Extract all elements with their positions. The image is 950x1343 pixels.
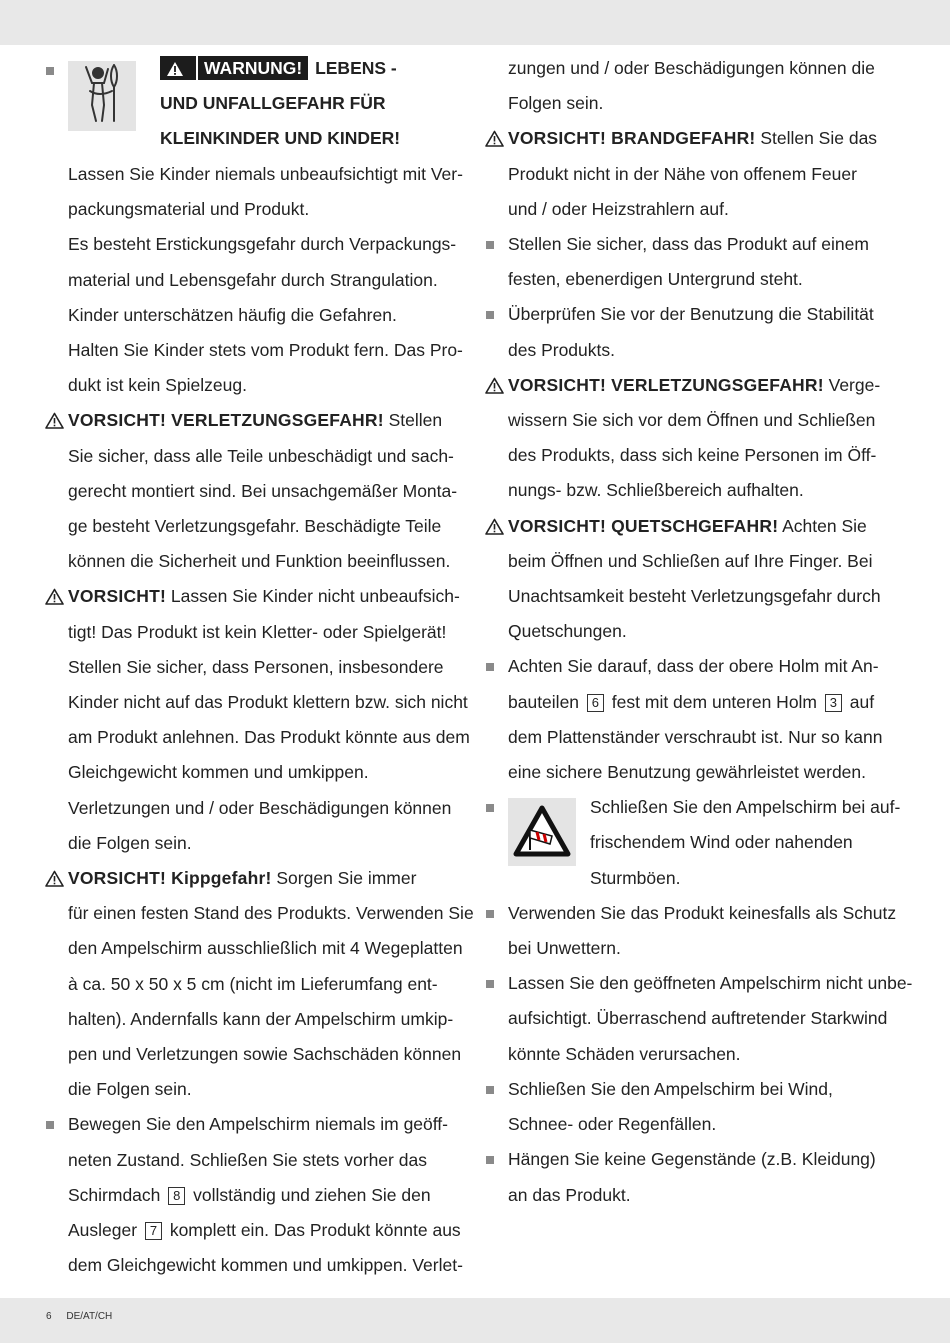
text-line: Schirmdach	[68, 1184, 161, 1205]
bullet-square	[486, 311, 494, 319]
bullet-square	[46, 1121, 54, 1129]
text-line: Produkt nicht in der Nähe von offenem Feuer	[508, 163, 857, 184]
text-line: Verge-	[823, 374, 881, 395]
text-line: aufsichtigt. Überraschend auftretender Starkwind	[508, 1008, 888, 1029]
bullet-square	[486, 241, 494, 249]
warning-triangle-icon	[485, 130, 504, 147]
children-paragraph	[46, 157, 466, 403]
text-line: Ausleger	[68, 1220, 138, 1241]
bullet-square	[486, 663, 494, 671]
text-line: Schnee- oder Regenfällen.	[508, 1114, 717, 1135]
heading-line-1: LEBENS -	[315, 58, 397, 78]
text-line: frischendem Wind oder nahenden	[590, 832, 853, 853]
text-line: Verwenden Sie das Produkt keinesfalls als Schutz	[508, 902, 897, 923]
warning-fire	[486, 121, 911, 227]
text-line: Verletzungen und / oder Beschädigungen können	[68, 797, 452, 818]
part-number-badge: 3	[825, 694, 842, 712]
text-line: können die Sicherheit und Funktion beeinflussen.	[68, 551, 451, 572]
warning-pinch	[486, 509, 911, 650]
text-line: bauteilen	[508, 691, 580, 712]
wind-warning-icon	[508, 798, 576, 866]
warning-triangle-icon	[166, 61, 184, 77]
page-footer	[46, 1311, 124, 1322]
warning-triangle-icon	[485, 377, 504, 394]
right-column	[486, 51, 911, 1213]
bullet-holm	[486, 649, 911, 790]
text-line: Lassen Sie Kinder niemals unbeaufsichtigt mit Ver-	[68, 164, 463, 184]
warning-badge-label: WARNUNG!	[198, 56, 308, 80]
warning-title: VORSICHT!	[68, 586, 167, 607]
part-number-badge: 8	[168, 1187, 185, 1205]
text-line: tigt! Das Produkt ist kein Kletter- oder Spielgerät!	[68, 621, 447, 642]
bullet-square	[486, 1086, 494, 1094]
heading-line-2: UND UNFALLGEFAHR FÜR	[160, 93, 386, 114]
text-line: wissern Sie sich vor dem Öffnen und Schließen	[508, 410, 876, 431]
text-line: an das Produkt.	[508, 1184, 631, 1205]
text-line: für einen festen Stand des Produkts. Verwenden Sie	[68, 903, 474, 924]
text-line: Kinder nicht auf das Produkt klettern bzw. sich nicht	[68, 692, 468, 713]
text-line: auf	[849, 691, 875, 712]
bullet-snow	[486, 1072, 911, 1142]
text-line: Folgen sein.	[508, 93, 604, 114]
text-line: à ca. 50 x 50 x 5 cm (nicht im Lieferumfang ent-	[68, 973, 438, 994]
text-line: neten Zustand. Schließen Sie stets vorher das	[68, 1149, 427, 1170]
warning-title: VORSICHT! BRANDGEFAHR!	[508, 128, 756, 149]
warning-injury-parts	[46, 403, 466, 579]
text-line: komplett ein. Das Produkt könnte aus	[169, 1220, 461, 1241]
text-line: Achten Sie darauf, dass der obere Holm mit An-	[508, 656, 879, 677]
warning-climbing	[46, 579, 470, 861]
text-line: des Produkts, dass sich keine Personen im Öff-	[508, 445, 877, 466]
bullet-storm	[486, 896, 911, 966]
locale-label: DE/AT/CH	[66, 1311, 113, 1322]
text-line: Hängen Sie keine Gegenstände (z.B. Kleidung)	[508, 1149, 876, 1170]
text-line: und / oder Heizstrahlern auf.	[508, 198, 729, 219]
text-line: dukt ist kein Spielzeug.	[68, 375, 247, 396]
warning-injury-opening	[486, 368, 911, 509]
text-line: nungs- bzw. Schließbereich aufhalten.	[508, 480, 804, 501]
bullet-square	[46, 67, 54, 75]
top-band	[0, 0, 950, 45]
bullet-unattended	[486, 966, 911, 1072]
text-line: Unachtsamkeit besteht Verletzungsgefahr durch	[508, 586, 881, 607]
text-line: bei Unwettern.	[508, 938, 621, 959]
warning-title: VORSICHT! VERLETZUNGSGEFAHR!	[508, 374, 824, 395]
bullet-square	[486, 1156, 494, 1164]
warning-triangle-icon	[45, 412, 64, 429]
warning-heading	[160, 51, 400, 157]
left-column	[46, 51, 474, 1284]
warning-header	[46, 51, 466, 157]
text-line: festen, ebenerdigen Untergrund steht.	[508, 269, 803, 290]
text-line: gerecht montiert sind. Bei unsachgemäßer Monta-	[68, 480, 458, 501]
text-line: zungen und / oder Beschädigungen können die	[508, 58, 875, 78]
bullet-square	[486, 804, 494, 812]
text-line: Quetschungen.	[508, 621, 627, 642]
bullet-ground	[486, 227, 911, 297]
bullet-square	[486, 980, 494, 988]
text-line: Es besteht Erstickungsgefahr durch Verpackungs-	[68, 234, 457, 255]
bullet-move-umbrella	[46, 1107, 466, 1283]
text-line: Schließen Sie den Ampelschirm bei auf-	[590, 797, 901, 818]
warning-title: VORSICHT! QUETSCHGEFAHR!	[508, 515, 779, 536]
text-line: Bewegen Sie den Ampelschirm niemals im geöff-	[68, 1114, 449, 1135]
text-line: beim Öffnen und Schließen auf Ihre Finger. Bei	[508, 550, 873, 571]
warning-title: VORSICHT! Kippgefahr!	[68, 868, 272, 889]
text-line: Lassen Sie den geöffneten Ampelschirm nicht unbe-	[508, 973, 913, 994]
text-line: vollständig und ziehen Sie den	[193, 1184, 431, 1205]
text-line: Stellen Sie sicher, dass Personen, insbesondere	[68, 656, 444, 677]
text-line: Kinder unterschätzen häufig die Gefahren.	[68, 304, 397, 325]
text-line: die Folgen sein.	[68, 1079, 192, 1100]
text-line: Sorgen Sie immer	[271, 868, 417, 889]
text-line: Gleichgewicht kommen und umkippen.	[68, 762, 369, 783]
text-line: Stellen	[383, 410, 443, 431]
part-number-badge: 7	[145, 1222, 162, 1240]
text-line: dem Gleichgewicht kommen und umkippen. Verlet-	[68, 1255, 463, 1276]
page-number: 6	[46, 1311, 52, 1322]
text-line: pen und Verletzungen sowie Sachschäden können	[68, 1044, 462, 1065]
text-line: Halten Sie Kinder stets vom Produkt fern. Das Pro-	[68, 340, 463, 361]
text-line: Schließen Sie den Ampelschirm bei Wind,	[508, 1078, 833, 1099]
continued-paragraph	[486, 51, 911, 121]
bullet-stability	[486, 297, 911, 367]
text-line: Lassen Sie Kinder nicht unbeaufsich-	[166, 586, 460, 607]
text-line: Sie sicher, dass alle Teile unbeschädigt und sach-	[68, 445, 454, 466]
text-line: dem Plattenständer verschraubt ist. Nur so kann	[508, 726, 883, 747]
text-line: Stellen Sie das	[755, 128, 878, 149]
warning-badge	[160, 56, 196, 80]
text-line: fest mit dem unteren Holm	[611, 691, 818, 712]
text-line: Stellen Sie sicher, dass das Produkt auf einem	[508, 234, 869, 255]
text-line: Sturmböen.	[590, 867, 681, 888]
text-line: halten). Andernfalls kann der Ampelschirm umkip-	[68, 1008, 454, 1029]
text-line: packungsmaterial und Produkt.	[68, 199, 310, 220]
warning-tipping	[46, 861, 474, 1107]
text-line: ge besteht Verletzungsgefahr. Beschädigte Teile	[68, 516, 442, 537]
text-line: eine sichere Benutzung gewährleistet werden.	[508, 762, 866, 783]
text-line: Achten Sie	[778, 515, 867, 536]
text-line: Überprüfen Sie vor der Benutzung die Stabilität	[508, 304, 874, 325]
bullet-square	[486, 910, 494, 918]
bottom-band	[0, 1298, 950, 1343]
warning-title: VORSICHT! VERLETZUNGSGEFAHR!	[68, 410, 384, 431]
bullet-wind	[486, 790, 911, 896]
bullet-hang	[486, 1142, 911, 1212]
text-line: den Ampelschirm ausschließlich mit 4 Wegeplatten	[68, 938, 463, 959]
warning-triangle-icon	[485, 518, 504, 535]
child-warning-icon	[68, 61, 136, 131]
part-number-badge: 6	[587, 694, 604, 712]
text-line: könnte Schäden verursachen.	[508, 1043, 741, 1064]
warning-triangle-icon	[45, 870, 64, 887]
text-line: material und Lebensgefahr durch Strangulation.	[68, 269, 438, 290]
warning-triangle-icon	[45, 588, 64, 605]
text-line: die Folgen sein.	[68, 832, 192, 853]
text-line: am Produkt anlehnen. Das Produkt könnte aus dem	[68, 727, 470, 748]
heading-line-3: KLEINKINDER UND KINDER!	[160, 128, 401, 149]
text-line: des Produkts.	[508, 339, 615, 360]
